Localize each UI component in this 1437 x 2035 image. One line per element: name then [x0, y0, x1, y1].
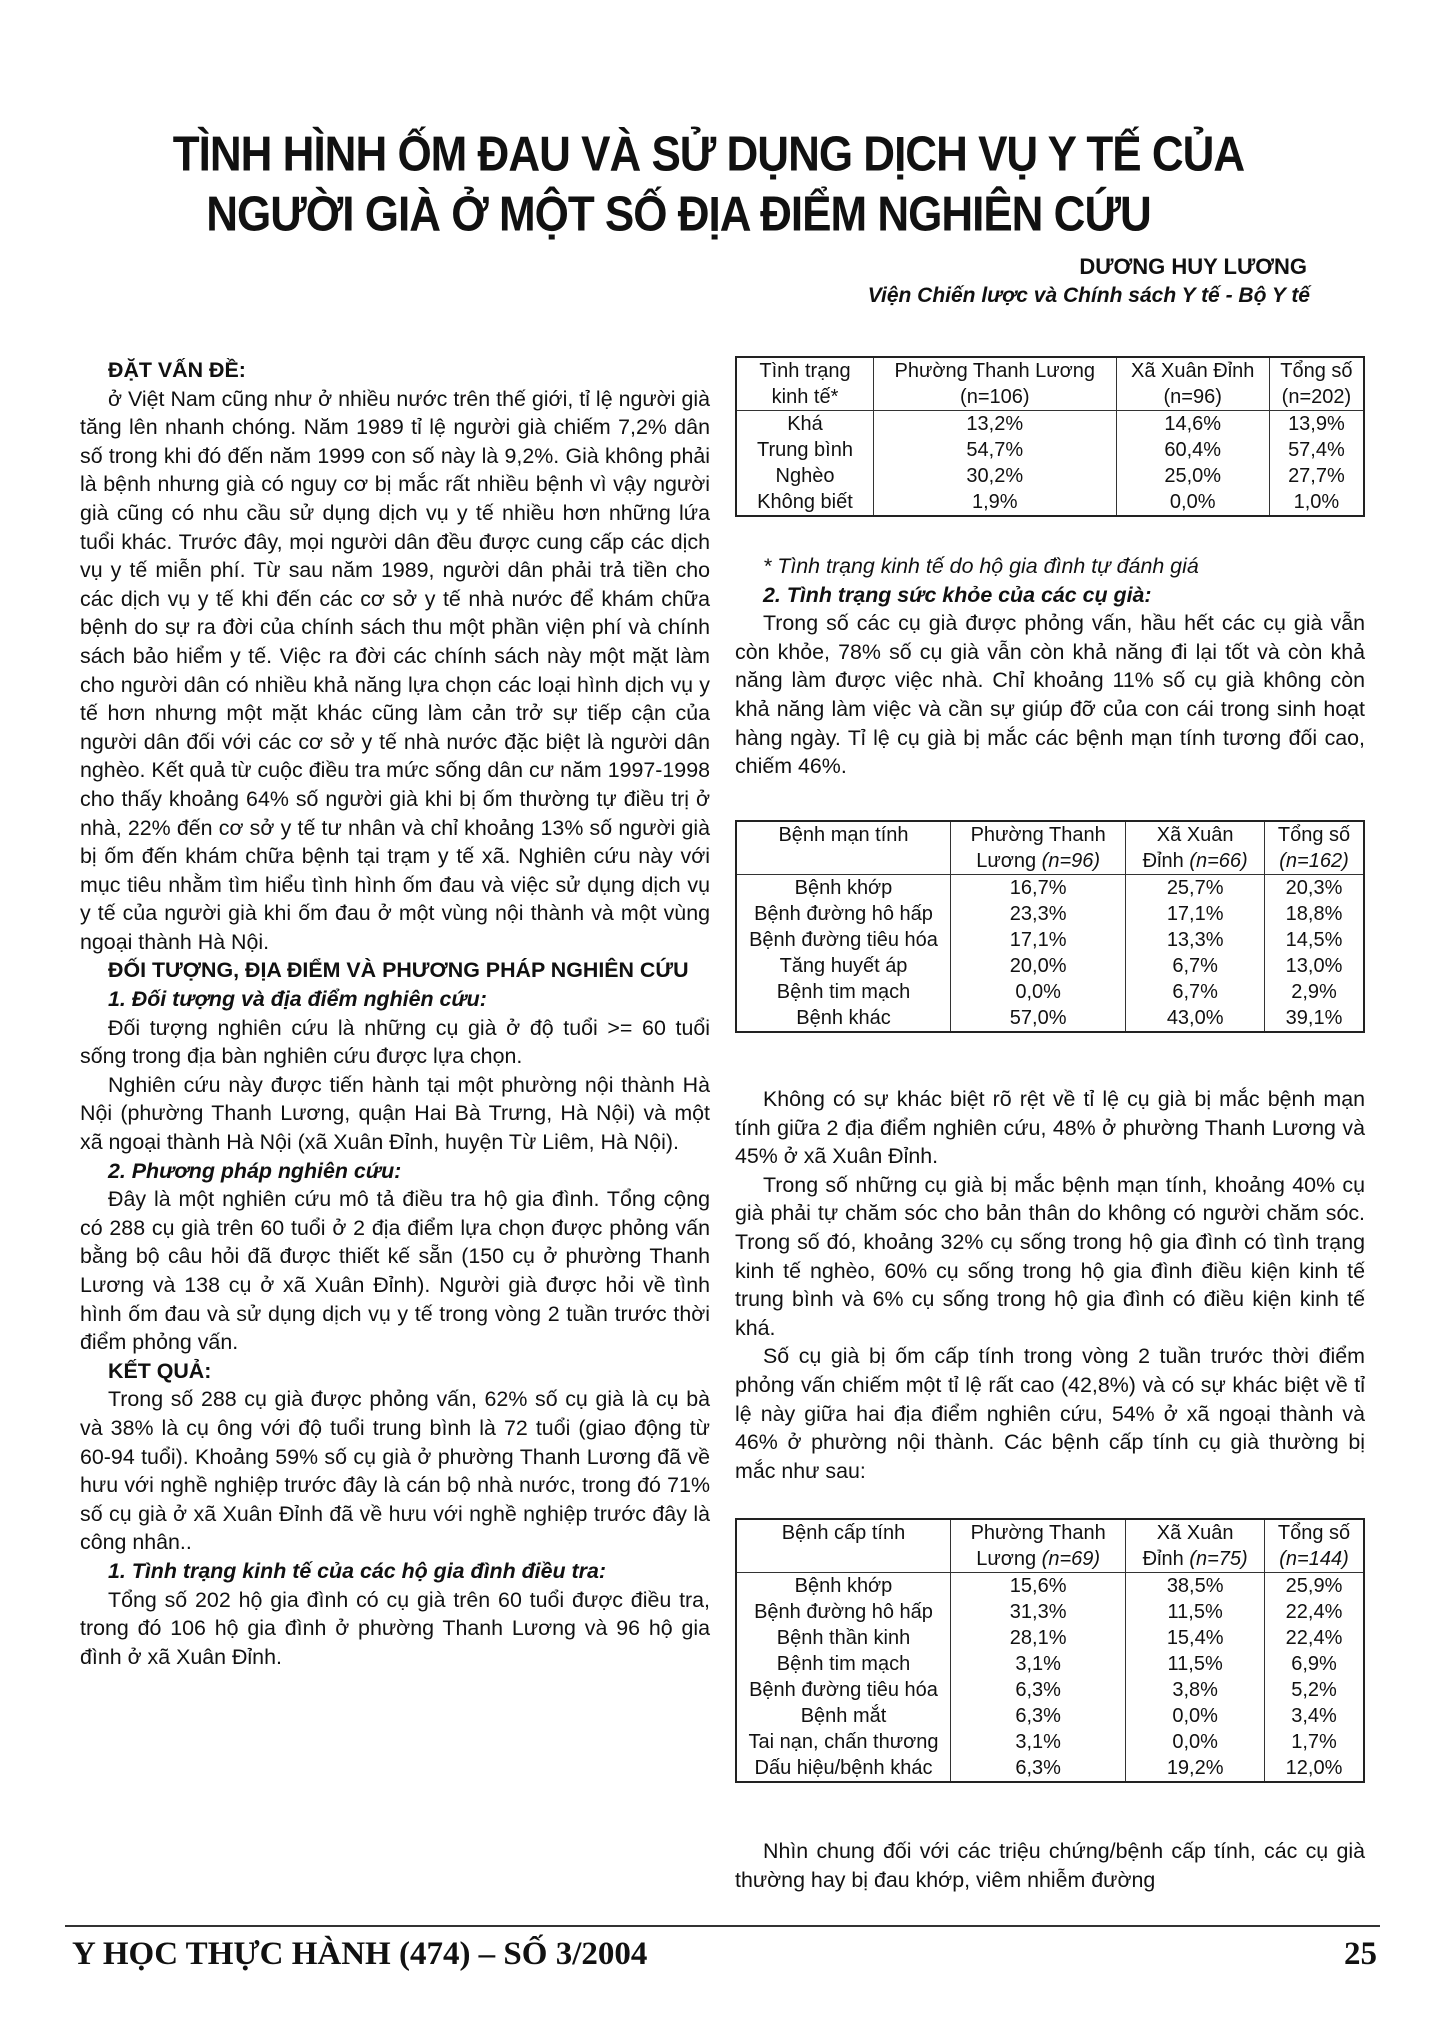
paragraph-chronic-care: Trong số những cụ già bị mắc bệnh mạn tính, khoảng 40% cụ già phải tự chăm sóc cho bản thân do không có người chăm sóc. Trong số đó, khoảng 32% cụ sống trong hộ gia đình có tình trạng kinh tế nghèo, 60% cụ sống trong hộ gia đình điều kiện kinh tế trung bình và 6% cụ sống trong hộ gia đình có điều kiện kinh tế khá. — [735, 1172, 1365, 1340]
value-cell: 14,6% — [1116, 411, 1269, 438]
value-cell: 12,0% — [1265, 1755, 1364, 1782]
table-chronic-diseases — [735, 820, 1365, 1033]
value-cell: 54,7% — [874, 437, 1117, 463]
paragraph-acute-illness: Số cụ già bị ốm cấp tính trong vòng 2 tuần trước thời điểm phỏng vấn chiếm một tỉ lệ rất cao (42,8%) và có sự khác biệt về tỉ lệ này giữa hai địa điểm nghiên cứu, 54% ở xã ngoại thành và 46% ở phường nội thành. Các bệnh cấp tính cụ già thường bị mắc như sau: — [735, 1344, 1365, 1483]
row-label-cell: Bệnh khớp — [794, 877, 893, 899]
value-cell: 0,0% — [1116, 489, 1269, 516]
value-cell: 6,7% — [1126, 979, 1265, 1005]
value-cell: 11,5% — [1126, 1599, 1265, 1625]
value-cell: 11,5% — [1126, 1651, 1265, 1677]
paragraph-methods: Đây là một nghiên cứu mô tả điều tra hộ gia đình. Tổng cộng có 288 cụ già trên 60 tuổi ở 2 địa điểm lựa chọn được phỏng vấn bằng bộ câu hỏi đã được thiết kế sẵn (150 cụ ở phường Thanh Lương và 138 cụ ở xã Xuân Đỉnh). Người già được hỏi về tình hình ốm đau và sử dụng dịch vụ y tế trong vòng 2 tuần trước thời điểm phỏng vấn. — [80, 1187, 710, 1355]
value-cell: 57,4% — [1269, 437, 1364, 463]
row-label-cell: Bệnh thần kinh — [776, 1627, 911, 1649]
value-cell: 17,1% — [951, 927, 1126, 953]
row-label-cell: Bệnh đường tiêu hóa — [749, 929, 938, 951]
row-label-cell: Trung bình — [757, 439, 853, 461]
value-cell: 23,3% — [951, 901, 1126, 927]
value-cell: 1,0% — [1269, 489, 1364, 516]
left-column — [80, 356, 710, 1671]
value-cell: 19,2% — [1126, 1755, 1265, 1782]
subheading-health-status: 2. Tình trạng sức khỏe của các cụ già: — [763, 582, 1152, 607]
table-row — [736, 901, 1364, 927]
journal-name: Y HỌC THỰC HÀNH (474) – SỐ 3/2004 — [72, 1936, 648, 1972]
table-header-cell: Phường Thanh Lương (n=69) — [951, 1519, 1126, 1573]
paragraph-subjects-2: Nghiên cứu này được tiến hành tại một phường nội thành Hà Nội (phường Thanh Lương, quận Hai Bà Trưng, Hà Nội) và một xã ngoại thành Hà Nội (xã Xuân Đỉnh, huyện Từ Liêm, Hà Nội). — [80, 1072, 710, 1155]
row-label-cell: Tăng huyết áp — [779, 955, 908, 977]
value-cell: 0,0% — [1126, 1703, 1265, 1729]
row-label-cell: Khá — [787, 413, 823, 435]
value-cell: 18,8% — [1265, 901, 1364, 927]
value-cell: 22,4% — [1265, 1599, 1364, 1625]
row-label-cell: Tai nạn, chấn thương — [748, 1731, 939, 1753]
row-label-cell: Bệnh đường hô hấp — [754, 1601, 933, 1623]
value-cell: 3,1% — [951, 1729, 1126, 1755]
author-name: DƯƠNG HUY LƯƠNG — [1079, 254, 1307, 279]
value-cell: 57,0% — [951, 1005, 1126, 1032]
value-cell: 13,3% — [1126, 927, 1265, 953]
value-cell: 38,5% — [1126, 1573, 1265, 1600]
row-label-cell: Bệnh khớp — [794, 1575, 893, 1597]
section-heading-intro: ĐẶT VẤN ĐỀ: — [108, 358, 246, 382]
table-header-row — [736, 1519, 1364, 1573]
page-number: 25 — [1344, 1936, 1377, 1972]
table-header-cell: Tổng số (n=162) — [1265, 821, 1364, 875]
paragraph-final: Nhìn chung đối với các triệu chứng/bệnh cấp tính, các cụ già thường hay bị đau khớp, viêm nhiễm đường — [735, 1839, 1365, 1892]
table-row — [736, 1651, 1364, 1677]
value-cell: 27,7% — [1269, 463, 1364, 489]
value-cell: 6,9% — [1265, 1651, 1364, 1677]
value-cell: 20,3% — [1265, 875, 1364, 902]
table-header-cell: Xã Xuân Đỉnh (n=96) — [1116, 357, 1269, 411]
value-cell: 6,3% — [951, 1703, 1126, 1729]
table-row — [736, 463, 1364, 489]
paragraph-health-status: Trong số các cụ già được phỏng vấn, hầu hết các cụ già vẫn còn khỏe, 78% số cụ già vẫn còn khả năng đi lại tốt và còn khả năng làm được việc nhà. Chỉ khoảng 11% số cụ già không còn khả năng làm việc và cần sự giúp đỡ của con cái trong sinh hoạt hàng ngày. Tỉ lệ cụ già bị mắc các bệnh mạn tính tương đối cao, chiếm 46%. — [735, 611, 1365, 779]
table-row — [736, 1625, 1364, 1651]
table-row — [736, 411, 1364, 438]
value-cell: 28,1% — [951, 1625, 1126, 1651]
table-row — [736, 1729, 1364, 1755]
value-cell: 25,7% — [1126, 875, 1265, 902]
value-cell: 2,9% — [1265, 979, 1364, 1005]
article-title-line-2: NGƯỜI GIÀ Ở MỘT SỐ ĐỊA ĐIỂM NGHIÊN CỨU — [206, 187, 1151, 242]
row-label-cell: Bệnh tim mạch — [776, 1653, 911, 1675]
value-cell: 22,4% — [1265, 1625, 1364, 1651]
table-row — [736, 875, 1364, 902]
value-cell: 6,7% — [1126, 953, 1265, 979]
row-label-cell: Bệnh mắt — [800, 1705, 887, 1727]
table-row — [736, 437, 1364, 463]
value-cell: 3,8% — [1126, 1677, 1265, 1703]
subheading-subjects: 1. Đối tượng và địa điểm nghiên cứu: — [108, 987, 487, 1012]
row-label-cell: Bệnh đường hô hấp — [754, 903, 933, 925]
table-row — [736, 489, 1364, 516]
paragraph-economic-status: Tổng số 202 hộ gia đình có cụ già trên 60 tuổi được điều tra, trong đó 106 hộ gia đình ở phường Thanh Lương và 96 hộ gia đình ở xã Xuân Đỉnh. — [80, 1587, 710, 1669]
row-label-cell: Bệnh đường tiêu hóa — [749, 1679, 938, 1701]
table-acute-diseases — [735, 1518, 1365, 1783]
right-column-block-2 — [735, 1085, 1365, 1485]
row-label-cell: Bệnh tim mạch — [776, 981, 911, 1003]
value-cell: 60,4% — [1116, 437, 1269, 463]
table-header-cell: Xã Xuân Đỉnh (n=66) — [1126, 821, 1265, 875]
subheading-economic-status: 1. Tình trạng kinh tế của các hộ gia đình điều tra: — [108, 1558, 606, 1583]
table-row — [736, 979, 1364, 1005]
table-economic-status — [735, 356, 1365, 517]
value-cell: 17,1% — [1126, 901, 1265, 927]
table-row — [736, 1005, 1364, 1032]
footer-divider — [65, 1925, 1380, 1927]
paragraph-results: Trong số 288 cụ già được phỏng vấn, 62% số cụ già là cụ bà và 38% là cụ ông với độ tuổi trung bình là 72 tuổi (giao động từ 60-94 tuổi). Khoảng 59% số cụ già ở phường Thanh Lương đã về hưu với nghề nghiệp trước đây là cán bộ nhà nước, trong đó 71% số cụ già ở xã Xuân Đỉnh đã về hưu với nghề nghiệp trước đây là công nhân.. — [80, 1387, 710, 1555]
value-cell: 25,9% — [1265, 1573, 1364, 1600]
table-header-cell: Tổng số (n=202) — [1269, 357, 1364, 411]
table-row — [736, 1703, 1364, 1729]
value-cell: 31,3% — [951, 1599, 1126, 1625]
paragraph-chronic-comparison: Không có sự khác biệt rõ rệt về tỉ lệ cụ già bị mắc bệnh mạn tính giữa 2 địa điểm nghiên cứu, 48% ở phường Thanh Lương và 45% ở xã Xuân Đỉnh. — [735, 1087, 1365, 1169]
table-row — [736, 927, 1364, 953]
value-cell: 6,3% — [951, 1755, 1126, 1782]
value-cell: 15,4% — [1126, 1625, 1265, 1651]
table-header-cell: Bệnh mạn tính — [736, 821, 951, 875]
table-header-row — [736, 821, 1364, 875]
row-label-cell: Dấu hiệu/bệnh khác — [754, 1757, 933, 1779]
value-cell: 30,2% — [874, 463, 1117, 489]
table-header-row — [736, 357, 1364, 411]
value-cell: 0,0% — [951, 979, 1126, 1005]
article-title-line-1: TÌNH HÌNH ỐM ĐAU VÀ SỬ DỤNG DỊCH VỤ Y TẾ CỦA — [172, 127, 1245, 182]
table-footnote: * Tình trạng kinh tế do hộ gia đình tự đánh giá — [763, 554, 1199, 578]
paragraph-subjects-1: Đối tượng nghiên cứu là những cụ già ở độ tuổi >= 60 tuổi sống trong địa bàn nghiên cứu được lựa chọn. — [80, 1015, 710, 1069]
right-column-block-3 — [735, 1837, 1365, 1894]
value-cell: 3,4% — [1265, 1703, 1364, 1729]
value-cell: 16,7% — [951, 875, 1126, 902]
row-label-cell: Không biết — [757, 491, 853, 513]
value-cell: 1,7% — [1265, 1729, 1364, 1755]
author-affiliation: Viện Chiến lược và Chính sách Y tế - Bộ Y tế — [867, 284, 1310, 307]
value-cell: 25,0% — [1116, 463, 1269, 489]
section-heading-results: KẾT QUẢ: — [108, 1358, 212, 1383]
value-cell: 1,9% — [874, 489, 1117, 516]
intro-paragraph: ở Việt Nam cũng như ở nhiều nước trên thế giới, tỉ lệ người già tăng lên nhanh chóng. Năm 1989 tỉ lệ người già chiếm 7,2% dân số trong khi đó đến năm 1999 con số này là 9,2%. Già không phải là bệnh nhưng già có nguy cơ bị mắc rất nhiều bệnh vì vậy người già cũng có nhu cầu sử dụng dịch vụ y tế nhiều hơn những lứa tuổi khác. Trước đây, mọi người dân đều được cung cấp các dịch vụ y tế miễn phí. Từ sau năm 1989, người dân phải trả tiền cho các dịch vụ y tế khi đến các cơ sở y tế nhà nước để khám chữa bệnh do sự ra đời của chính sách thu một phần viện phí và chính sách bảo hiểm y tế. Việc ra đời các chính sách này một mặt làm cho người dân có nhiều khả năng lựa chọn các loại hình dịch vụ y tế hơn nhưng một mặt khác cũng làm cản trở sự tiếp cận của người dân đối với các cơ sở y tế nhà nước đặc biệt là người dân nghèo. Kết quả từ cuộc điều tra mức sống dân cư năm 1997-1998 cho thấy khoảng 64% số người già khi bị ốm thường tự điều trị ở nhà, 22% đến cơ sở y tế tư nhân và chỉ khoảng 13% số người già bị ốm đến khám chữa bệnh tại trạm y tế xã. Nghiên cứu này với mục tiêu nhằm tìm hiểu tình hình ốm đau và việc sử dụng dịch vụ y tế của người già khi ốm đau ở một vùng nội thành và một vùng ngoại thành Hà Nội. — [80, 386, 710, 954]
value-cell: 15,6% — [951, 1573, 1126, 1600]
value-cell: 20,0% — [951, 953, 1126, 979]
value-cell: 0,0% — [1126, 1729, 1265, 1755]
value-cell: 13,9% — [1269, 411, 1364, 438]
row-label-cell: Nghèo — [775, 465, 835, 487]
table-row — [736, 1599, 1364, 1625]
table-header-cell: Tình trạng kinh tế* — [736, 357, 874, 411]
table-row — [736, 953, 1364, 979]
table-row — [736, 1677, 1364, 1703]
subheading-methods: 2. Phương pháp nghiên cứu: — [108, 1158, 402, 1183]
right-column-block-1 — [735, 552, 1365, 781]
table-row — [736, 1755, 1364, 1782]
row-label-cell: Bệnh khác — [796, 1007, 891, 1029]
value-cell: 3,1% — [951, 1651, 1126, 1677]
value-cell: 5,2% — [1265, 1677, 1364, 1703]
value-cell: 43,0% — [1126, 1005, 1265, 1032]
table-header-cell: Xã Xuân Đỉnh (n=75) — [1126, 1519, 1265, 1573]
value-cell: 13,2% — [874, 411, 1117, 438]
value-cell: 14,5% — [1265, 927, 1364, 953]
table-header-cell: Bệnh cấp tính — [736, 1519, 951, 1573]
value-cell: 13,0% — [1265, 953, 1364, 979]
table-header-cell: Phường Thanh Lương (n=106) — [874, 357, 1117, 411]
table-row — [736, 1573, 1364, 1600]
value-cell: 6,3% — [951, 1677, 1126, 1703]
section-heading-methods: ĐỐI TƯỢNG, ĐỊA ĐIỂM VÀ PHƯƠNG PHÁP NGHIÊN CỨU — [108, 958, 689, 983]
value-cell: 39,1% — [1265, 1005, 1364, 1032]
table-header-cell: Tổng số (n=144) — [1265, 1519, 1364, 1573]
table-header-cell: Phường Thanh Lương (n=96) — [951, 821, 1126, 875]
